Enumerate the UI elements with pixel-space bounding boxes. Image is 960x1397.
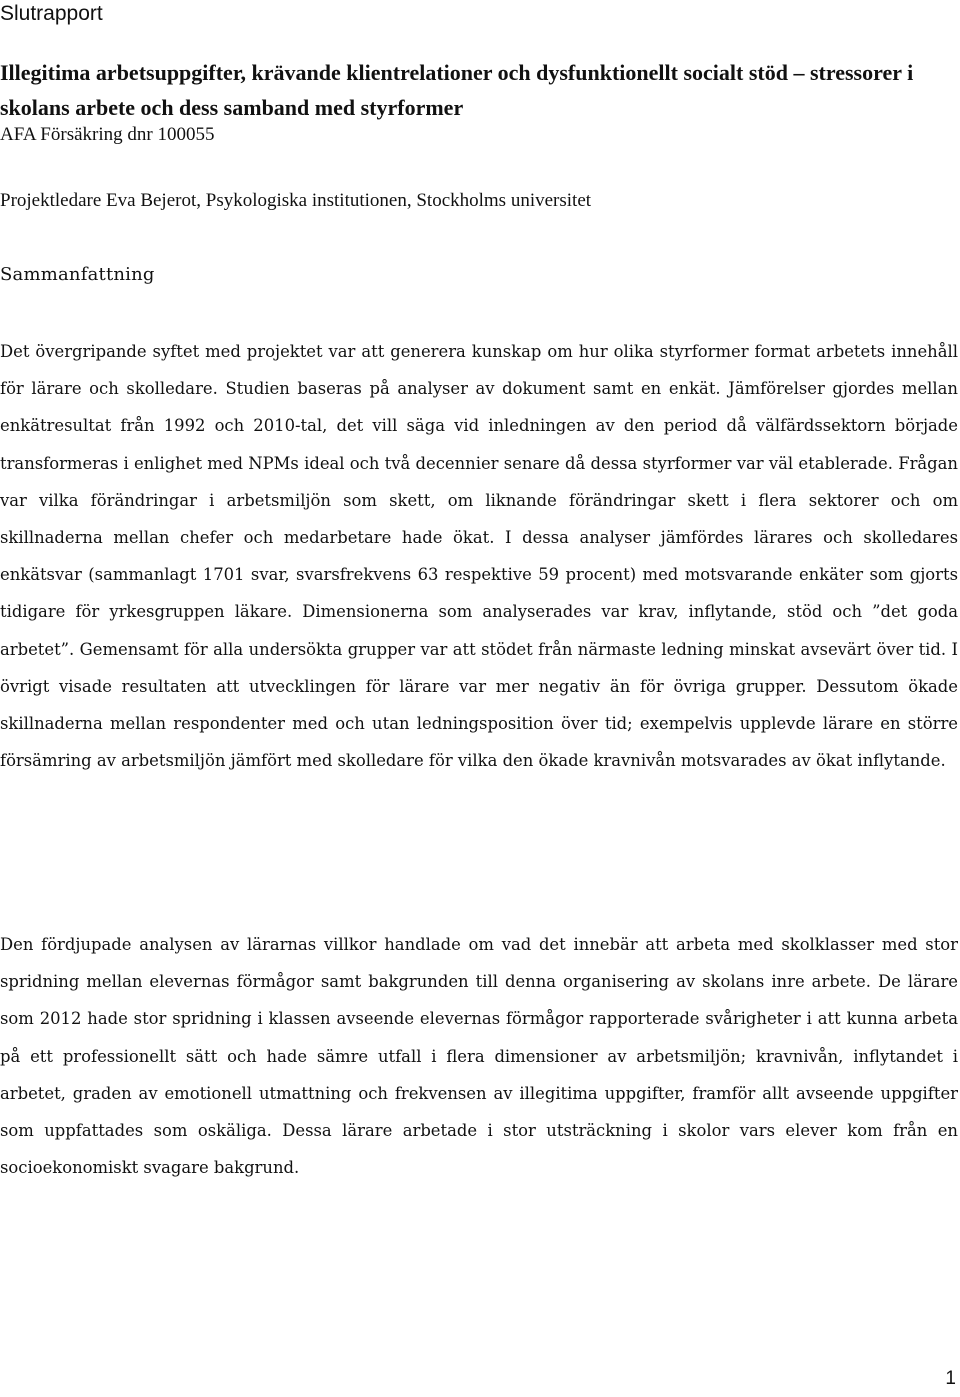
page-number: 1 [945, 1368, 956, 1389]
summary-heading: Sammanfattning [0, 264, 155, 285]
funder-reference: AFA Försäkring dnr 100055 [0, 124, 215, 145]
report-title: Slutrapport [0, 2, 103, 25]
project-leader: Projektledare Eva Bejerot, Psykologiska institutionen, Stockholms universitet [0, 190, 592, 211]
summary-paragraph-2: Den fördjupade analysen av lärarnas villkor handlade om vad det innebär att arbeta med skolklasser med stor spridning mellan elevernas förmågor samt bakgrunden till denna organisering av skolans inre arbete. De lärare som 2012 hade stor spridning i klassen avseende elevernas förmågor rapporterade svårigheter i att kunna arbeta på ett professionellt sätt och hade sämre utfall i flera dimensioner av arbetsmiljön; kravnivån, inflytandet i arbetet, graden av emotionell utmattning och frekvensen av illegitima uppgifter, framför allt avseende uppgifter som uppfattades som oskäliga. Dessa lärare arbetade i stor utsträckning i skolor vars elever kom från en socioekonomiskt svagare bakgrund. [0, 935, 958, 1178]
summary-paragraph-1: Det övergripande syftet med projektet var att generera kunskap om hur olika styrformer format arbetets innehåll för lärare och skolledare. Studien baseras på analyser av dokument samt en enkät. Jämförelser gjordes mellan enkätresultat från 1992 och 2010-tal, det vill säga vid inledningen av den period då välfärdssektorn började transformeras i enlighet med NPMs ideal och två decennier senare då dessa styrformer var väl etablerade. Frågan var vilka förändringar i arbetsmiljön som skett, om liknande förändringar skett i flera sektorer och om skillnaderna mellan chefer och medarbetare hade ökat. I dessa analyser jämfördes lärares och skolledares enkätsvar (sammanlagt 1701 svar, svarsfrekvens 63 respektive 59 procent) med motsvarande enkäter som gjorts tidigare för yrkesgruppen läkare. Dimensionerna som analyserades var krav, inflytande, stöd och ”det goda arbetet”. Gemensamt för alla undersökta grupper var att stödet från närmaste ledning minskat avsevärt över tid. I övrigt visade resultaten att utvecklingen för lärare var mer negativ än för övriga grupper. Dessutom ökade skillnaderna mellan respondenter med och utan ledningsposition över tid; exempelvis upplevde lärare en större försämring av arbetsmiljön jämfört med skolledare för vilka den ökade kravnivån motsvarades av ökat inflytande. [0, 342, 958, 771]
project-title: Illegitima arbetsuppgifter, krävande klientrelationer och dysfunktionellt socialt stöd – stressorer i skolans arbete och dess samband med styrformer [0, 60, 914, 120]
